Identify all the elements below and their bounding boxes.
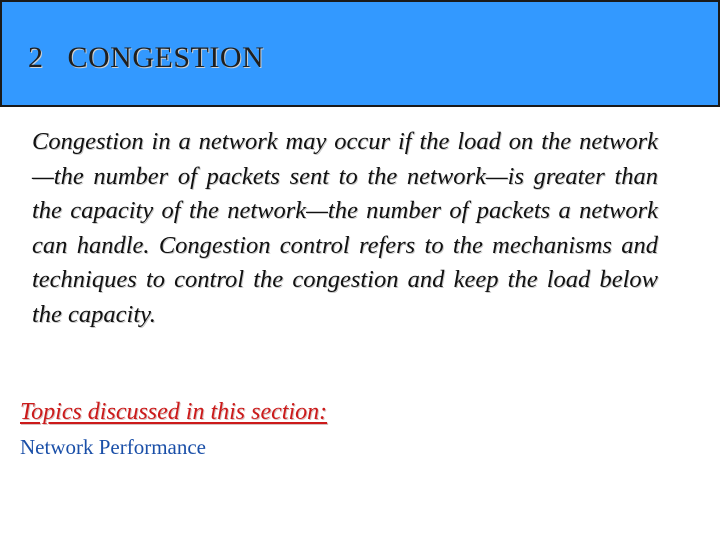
topics-heading: Topics discussed in this section: (20, 399, 328, 425)
topic-item-network-performance: Network Performance (20, 435, 207, 459)
slide-title: 2 CONGESTION (28, 41, 265, 74)
congestion-definition-paragraph: Congestion in a network may occur if the load on the network—the number of packets sent to the network—is greater than the capacity of the network—the number of packets a network can handle. Congestion control refers to the mechanisms and techniques to control the congestion and keep the load below the capacity. (32, 128, 658, 328)
title-bar (0, 0, 720, 107)
